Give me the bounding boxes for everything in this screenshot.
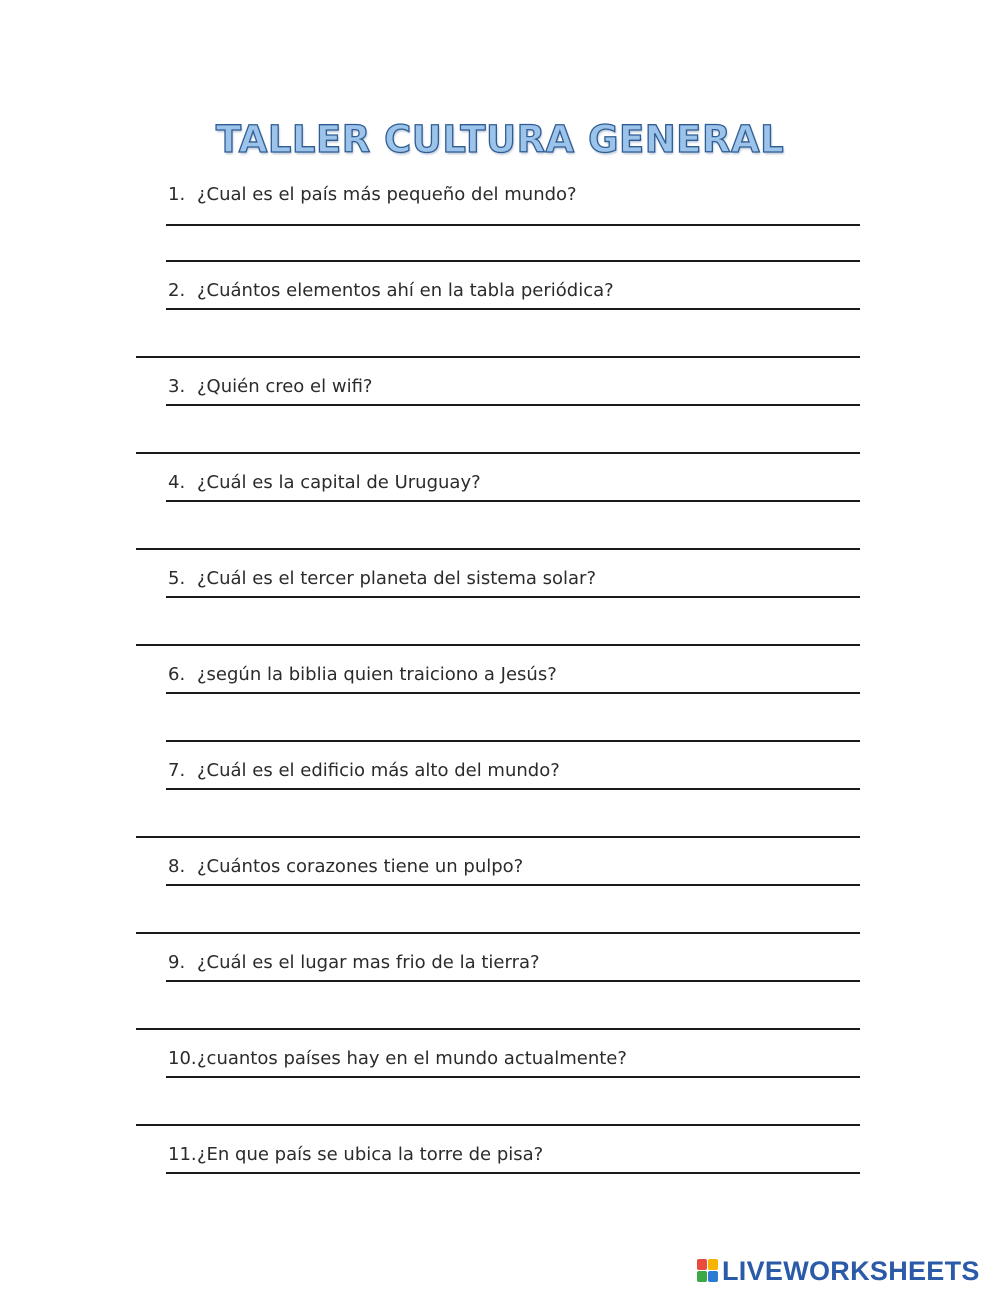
question-number: 10. [168,1048,197,1069]
question-number: 7. [168,760,186,781]
answer-line[interactable] [136,644,860,646]
liveworksheets-brand-text: LIVEWORKSHEETS [722,1255,980,1286]
answer-line[interactable] [136,548,860,550]
question-5 [168,568,596,589]
answer-line[interactable] [166,884,860,886]
answer-line[interactable] [136,356,860,358]
answer-line[interactable] [166,692,860,694]
question-6 [168,664,557,685]
question-number: 1. [168,184,186,205]
answer-line[interactable] [166,596,860,598]
question-text: ¿Quién creo el wifi? [197,376,373,397]
question-number: 5. [168,568,186,589]
question-text: ¿En que país se ubica la torre de pisa? [197,1144,544,1165]
answer-line[interactable] [136,1028,860,1030]
answer-line[interactable] [166,500,860,502]
question-1 [168,184,577,205]
question-text: ¿Cuál es el lugar mas frio de la tierra? [197,952,540,973]
question-text: ¿Cuántos elementos ahí en la tabla periódica? [197,280,614,301]
question-7 [168,760,560,781]
question-number: 4. [168,472,186,493]
question-number: 3. [168,376,186,397]
question-8 [168,856,523,877]
answer-line[interactable] [136,932,860,934]
question-9 [168,952,540,973]
answer-line[interactable] [166,788,860,790]
answer-line[interactable] [166,224,860,226]
answer-line[interactable] [136,1124,860,1126]
answer-line[interactable] [166,980,860,982]
question-number: 6. [168,664,186,685]
question-text: ¿Cuál es la capital de Uruguay? [197,472,481,493]
answer-line[interactable] [166,1172,860,1174]
question-2 [168,280,614,301]
question-number: 2. [168,280,186,301]
question-number: 8. [168,856,186,877]
answer-line[interactable] [166,740,860,742]
question-11 [168,1144,543,1165]
liveworksheets-logo [697,1256,980,1286]
question-text: ¿cuantos países hay en el mundo actualmente? [197,1048,627,1069]
question-text: ¿Cuál es el tercer planeta del sistema solar? [197,568,597,589]
answer-line[interactable] [136,452,860,454]
question-4 [168,472,481,493]
question-3 [168,376,372,397]
question-text: ¿según la biblia quien traiciono a Jesús? [197,664,557,685]
page-title: TALLER CULTURA GENERAL [215,118,785,161]
answer-line[interactable] [166,1076,860,1078]
liveworksheets-logo-icon [697,1259,719,1283]
question-number: 11. [168,1144,197,1165]
answer-line[interactable] [166,404,860,406]
question-10 [168,1048,627,1069]
answer-line[interactable] [166,308,860,310]
question-number: 9. [168,952,186,973]
question-text: ¿Cuál es el edificio más alto del mundo? [197,760,560,781]
question-text: ¿Cuántos corazones tiene un pulpo? [197,856,524,877]
answer-line[interactable] [136,836,860,838]
question-text: ¿Cual es el país más pequeño del mundo? [197,184,577,205]
answer-line[interactable] [166,260,860,262]
